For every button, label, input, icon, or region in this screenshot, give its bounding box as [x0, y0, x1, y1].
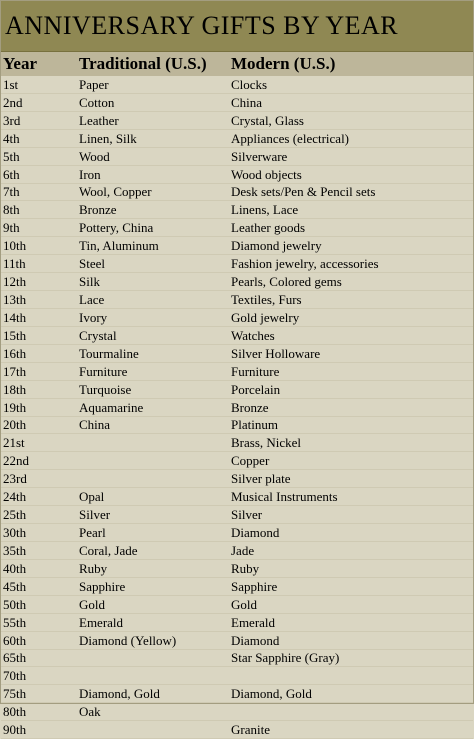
cell-modern: Leather goods	[231, 220, 306, 236]
table-row	[1, 631, 473, 649]
table-row	[1, 488, 473, 506]
cell-traditional: Diamond (Yellow)	[79, 632, 177, 648]
cell-traditional: China	[79, 417, 111, 433]
cell-traditional: Silver	[79, 507, 111, 523]
cell-modern: Pearls, Colored gems	[231, 274, 342, 290]
cell-year: 15th	[3, 327, 27, 343]
cell-modern: Diamond	[231, 632, 280, 648]
cell-year: 30th	[3, 525, 27, 540]
table-row	[1, 362, 473, 380]
table-row	[1, 416, 473, 434]
table-row	[1, 452, 473, 470]
cell-year: 1st	[3, 76, 19, 92]
cell-traditional	[76, 470, 228, 488]
gifts-table	[1, 52, 473, 739]
cell-traditional: Lace	[79, 292, 105, 308]
cell-year: 19th	[3, 399, 27, 415]
cell-modern: Appliances (electrical)	[231, 130, 350, 146]
table-row	[1, 219, 473, 237]
cell-modern: Silver plate	[231, 471, 291, 487]
cell-modern: Granite	[231, 722, 270, 738]
cell-year: 10th	[3, 238, 27, 254]
cell-modern: Silver	[231, 507, 263, 523]
cell-traditional: Steel	[79, 256, 105, 272]
cell-traditional: Linen, Silk	[79, 130, 137, 146]
cell-year: 2nd	[3, 94, 23, 110]
cell-modern: Fashion jewelry, accessories	[231, 256, 379, 272]
table-row	[1, 380, 473, 398]
cell-modern: Star Sapphire (Gray)	[231, 650, 340, 666]
cell-year: 55th	[3, 614, 27, 630]
cell-modern	[228, 703, 473, 721]
cell-year: 21st	[3, 435, 25, 451]
cell-traditional: Pearl	[79, 525, 106, 540]
cell-modern: Bronze	[231, 399, 269, 415]
cell-traditional: Aquamarine	[79, 399, 144, 415]
cell-traditional: Emerald	[79, 614, 124, 630]
cell-traditional: Wool, Copper	[79, 184, 152, 200]
cell-traditional	[76, 649, 228, 667]
cell-modern: Brass, Nickel	[231, 435, 302, 451]
cell-traditional: Iron	[79, 166, 101, 182]
cell-year: 6th	[3, 166, 20, 182]
cell-modern: China	[231, 94, 263, 110]
cell-traditional: Tourmaline	[79, 345, 139, 361]
header-modern: Modern (U.S.)	[228, 52, 473, 76]
cell-year: 25th	[3, 507, 27, 523]
table-row	[1, 685, 473, 703]
cell-year: 4th	[3, 130, 20, 146]
title-banner	[1, 1, 473, 52]
cell-traditional: Sapphire	[79, 578, 126, 594]
cell-modern: Furniture	[231, 363, 280, 379]
cell-modern: Diamond jewelry	[231, 238, 322, 254]
table-row	[1, 577, 473, 595]
cell-traditional: Tin, Aluminum	[79, 238, 159, 254]
cell-modern: Porcelain	[231, 381, 281, 397]
cell-year: 35th	[3, 542, 27, 558]
table-row	[1, 183, 473, 201]
cell-traditional: Gold	[79, 596, 105, 612]
cell-modern: Crystal, Glass	[231, 112, 304, 128]
cell-year: 40th	[3, 560, 27, 576]
cell-traditional: Ruby	[79, 560, 108, 576]
cell-year: 3rd	[3, 112, 21, 128]
cell-traditional: Coral, Jade	[79, 542, 138, 558]
cell-year: 16th	[3, 345, 27, 361]
table-row	[1, 273, 473, 291]
cell-modern: Desk sets/Pen & Pencil sets	[231, 184, 376, 200]
table-row	[1, 559, 473, 577]
cell-modern: Ruby	[231, 560, 260, 576]
header-traditional: Traditional (U.S.)	[76, 52, 228, 76]
cell-year: 20th	[3, 417, 27, 433]
table-row	[1, 344, 473, 362]
cell-traditional: Wood	[79, 148, 110, 164]
cell-traditional: Crystal	[79, 327, 117, 343]
cell-year: 9th	[3, 220, 20, 236]
table-row	[1, 237, 473, 255]
cell-modern: Diamond, Gold	[231, 686, 312, 702]
cell-traditional: Bronze	[79, 202, 117, 218]
table-row	[1, 76, 473, 93]
cell-modern: Watches	[231, 327, 275, 343]
cell-year: 80th	[3, 704, 27, 720]
cell-year: 13th	[3, 292, 27, 308]
cell-traditional	[76, 452, 228, 470]
table-row	[1, 721, 473, 739]
cell-year: 5th	[3, 148, 20, 164]
cell-traditional: Pottery, China	[79, 220, 154, 236]
cell-year: 70th	[3, 668, 27, 684]
cell-traditional	[76, 667, 228, 685]
table-row	[1, 93, 473, 111]
table-row	[1, 541, 473, 559]
cell-modern: Sapphire	[231, 578, 278, 594]
cell-year: 12th	[3, 274, 27, 290]
cell-modern: Copper	[231, 453, 270, 469]
cell-modern: Musical Instruments	[231, 489, 338, 505]
table-row	[1, 649, 473, 667]
table-row	[1, 398, 473, 416]
cell-modern: Jade	[231, 542, 255, 558]
cell-traditional: Leather	[79, 112, 119, 128]
table-row	[1, 291, 473, 309]
cell-year: 60th	[3, 632, 27, 648]
table-row	[1, 470, 473, 488]
table-row	[1, 111, 473, 129]
cell-modern: Gold	[231, 596, 257, 612]
table-row	[1, 326, 473, 344]
cell-traditional: Opal	[79, 489, 105, 505]
table-row	[1, 308, 473, 326]
cell-year: 45th	[3, 578, 27, 594]
cell-traditional: Turquoise	[79, 381, 132, 397]
cell-modern: Wood objects	[231, 166, 302, 182]
cell-traditional: Ivory	[79, 309, 108, 325]
cell-modern: Emerald	[231, 614, 276, 630]
table-row	[1, 147, 473, 165]
cell-year: 90th	[3, 722, 27, 738]
cell-modern: Linens, Lace	[231, 202, 299, 218]
cell-year: 22nd	[3, 453, 29, 469]
cell-year: 7th	[3, 184, 20, 200]
table-row	[1, 667, 473, 685]
table-row	[1, 434, 473, 452]
table-row	[1, 129, 473, 147]
cell-year: 11th	[3, 256, 26, 272]
cell-traditional: Cotton	[79, 94, 115, 110]
cell-year: 17th	[3, 363, 27, 379]
cell-year: 24th	[3, 489, 27, 505]
cell-modern: Silver Holloware	[231, 345, 321, 361]
cell-year: 75th	[3, 686, 27, 702]
cell-traditional	[76, 721, 228, 739]
cell-year: 18th	[3, 381, 27, 397]
table-row	[1, 524, 473, 542]
table-row	[1, 595, 473, 613]
cell-modern: Clocks	[231, 76, 268, 92]
table-row	[1, 506, 473, 524]
cell-year: 50th	[3, 596, 27, 612]
table-body	[1, 76, 473, 739]
header-row	[1, 52, 473, 76]
cell-modern: Textiles, Furs	[231, 292, 302, 308]
cell-traditional: Furniture	[79, 363, 128, 379]
cell-traditional: Silk	[79, 274, 100, 290]
cell-modern: Gold jewelry	[231, 309, 300, 325]
page-title: ANNIVERSARY GIFTS BY YEAR	[5, 11, 399, 40]
table-row	[1, 165, 473, 183]
cell-year: 14th	[3, 309, 27, 325]
table-row	[1, 255, 473, 273]
cell-traditional	[76, 434, 228, 452]
cell-traditional: Diamond, Gold	[79, 686, 160, 702]
cell-traditional: Oak	[79, 704, 101, 720]
cell-modern: Platinum	[231, 417, 278, 433]
cell-year: 65th	[3, 650, 27, 666]
table-row	[1, 703, 473, 721]
cell-modern: Diamond	[231, 525, 280, 540]
cell-modern: Silverware	[231, 148, 288, 164]
cell-modern	[228, 667, 473, 685]
table-row	[1, 201, 473, 219]
cell-year: 23rd	[3, 471, 27, 487]
cell-traditional: Paper	[79, 76, 109, 92]
cell-year: 8th	[3, 202, 20, 218]
header-year: Year	[1, 52, 76, 76]
table-row	[1, 613, 473, 631]
